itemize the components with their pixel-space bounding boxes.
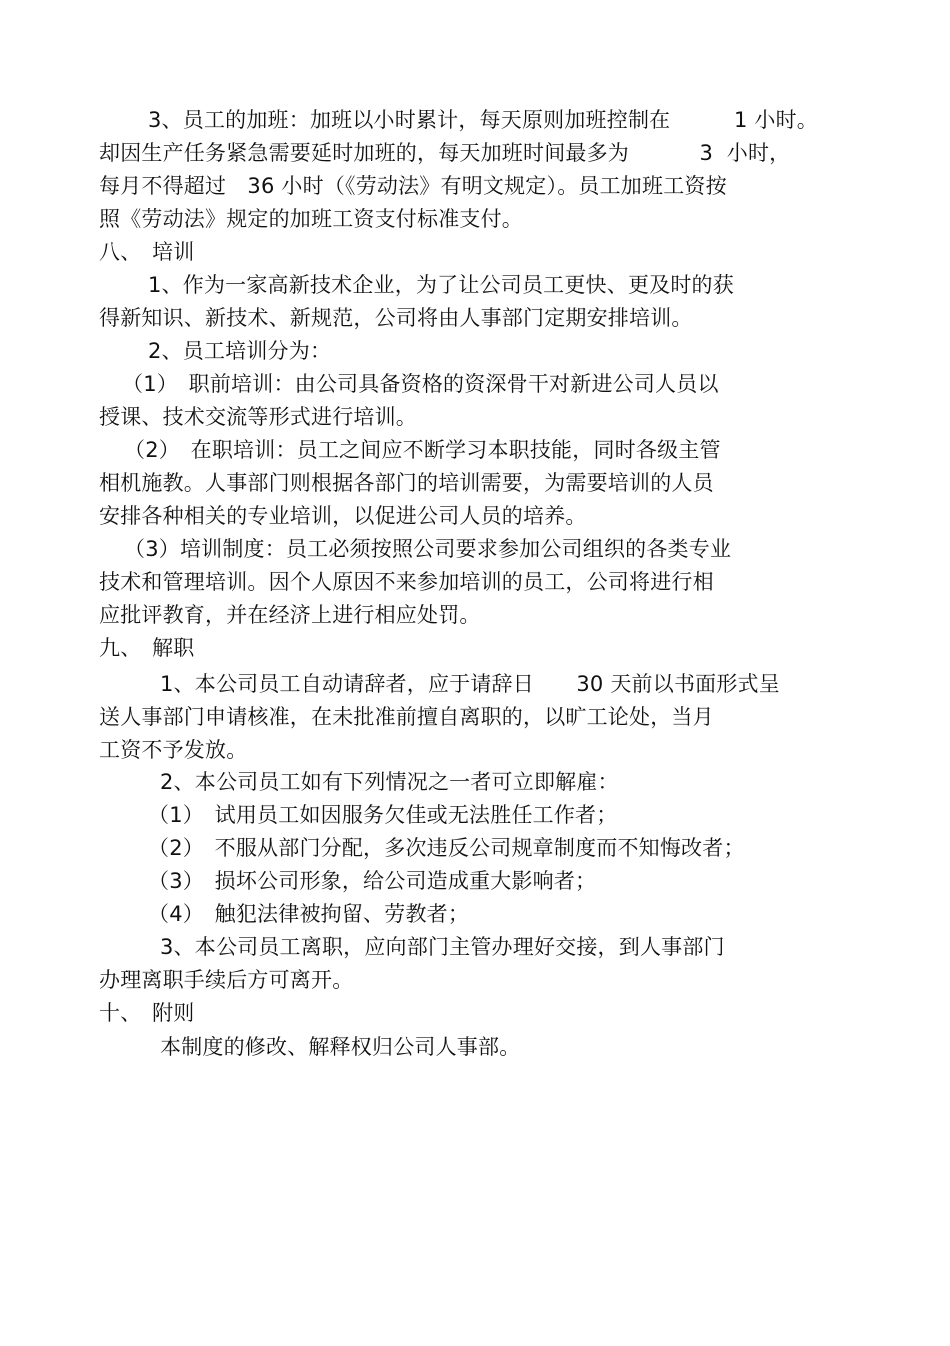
list-item: （1） 职前培训：由公司具备资格的资深骨干对新进公司人员以 xyxy=(122,372,719,396)
paragraph-line: 技术和管理培训。因个人原因不来参加培训的员工，公司将进行相 xyxy=(99,570,714,594)
paragraph-line: 照《劳动法》规定的加班工资支付标准支付。 xyxy=(99,207,523,231)
paragraph-line: 3、本公司员工离职，应向部门主管办理好交接，到人事部门 xyxy=(160,935,725,959)
section-heading: 十、 附则 xyxy=(99,1001,195,1025)
list-item: （3）培训制度：员工必须按照公司要求参加公司组织的各类专业 xyxy=(124,537,732,561)
paragraph-line: 3、员工的加班：加班以小时累计，每天原则加班控制在 1 小时。 xyxy=(148,108,818,132)
paragraph-line: 1、本公司员工自动请辞者，应于请辞日 30 天前以书面形式呈 xyxy=(160,672,780,696)
section-heading: 八、 培训 xyxy=(99,240,195,264)
paragraph-line: 得新知识、新技术、新规范，公司将由人事部门定期安排培训。 xyxy=(99,306,693,330)
paragraph-line: 授课、技术交流等形式进行培训。 xyxy=(99,405,417,429)
section-heading: 九、 解职 xyxy=(99,636,195,660)
list-item: （2） 不服从部门分配，多次违反公司规章制度而不知悔改者； xyxy=(148,836,745,860)
list-item: （3） 损坏公司形象，给公司造成重大影响者； xyxy=(148,869,597,893)
paragraph-line: 送人事部门申请核准，在未批准前擅自离职的，以旷工论处，当月 xyxy=(99,705,714,729)
paragraph-line: 2、本公司员工如有下列情况之一者可立即解雇： xyxy=(160,770,619,794)
list-item: （2） 在职培训：员工之间应不断学习本职技能，同时各级主管 xyxy=(124,438,721,462)
paragraph-line: 却因生产任务紧急需要延时加班的，每天加班时间最多为 3 小时， xyxy=(99,141,791,165)
paragraph-line: 相机施教。人事部门则根据各部门的培训需要，为需要培训的人员 xyxy=(99,471,714,495)
paragraph-line: 应批评教育，并在经济上进行相应处罚。 xyxy=(99,603,481,627)
list-item: （1） 试用员工如因服务欠佳或无法胜任工作者； xyxy=(148,803,618,827)
list-item: （4） 触犯法律被拘留、劳教者； xyxy=(148,902,470,926)
paragraph-line: 本制度的修改、解释权归公司人事部。 xyxy=(160,1035,521,1059)
paragraph-line: 2、员工培训分为： xyxy=(148,339,332,363)
paragraph-line: 办理离职手续后方可离开。 xyxy=(99,968,354,992)
paragraph-line: 工资不予发放。 xyxy=(99,738,248,762)
paragraph-line: 安排各种相关的专业培训，以促进公司人员的培养。 xyxy=(99,504,587,528)
paragraph-line: 每月不得超过 36 小时（《劳动法》有明文规定）。员工加班工资按 xyxy=(99,174,727,198)
paragraph-line: 1、作为一家高新技术企业，为了让公司员工更快、更及时的获 xyxy=(148,273,734,297)
